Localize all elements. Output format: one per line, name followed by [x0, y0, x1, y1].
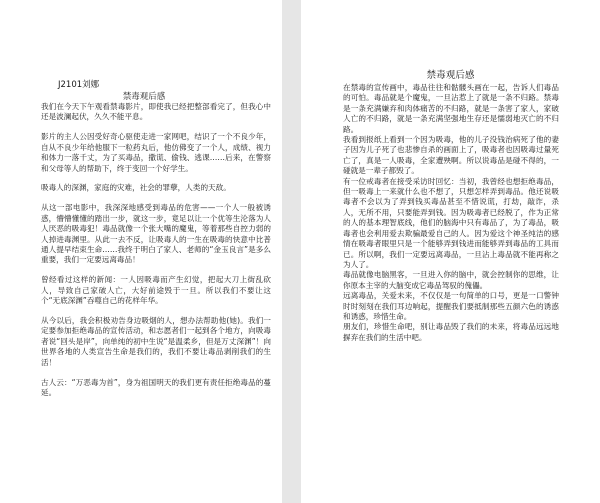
left-page-body [41, 102, 271, 408]
right-paragraph: 毒品就像电脑黑客，一旦进入你的脑中，就会控制你的思维，让你原本主宰的大脑变成它毒品驾驭的傀儡。 [343, 270, 559, 290]
left-paragraph: 从今以后，我会积极劝告身边吸烟的人，想办法帮助他(她)。我们一定要参加拒绝毒品的宣传活动，和志愿者们一起到各个地方，向吸毒者说“回头是岸”，向单纯的初中生说“是温柔乡，但是万丈深渊”！向世界各地的人类宣告生命是我们的，我们不要让毒品剥削我们的生活！ [41, 316, 271, 367]
left-paragraph: 曾经看过这样的新闻：一人因吸毒而产生幻觉，把起大刀上街乱砍人，导致自己家破人亡，大好前途毁于一旦。所以我们不要让这个“无底深渊”吞噬自己的花样年华。 [41, 275, 271, 306]
left-paragraph: 我们在今天下午观看禁毒影片，即使我已经把整部看完了，但我心中还是波澜起伏，久久不能平息。 [41, 102, 271, 122]
right-paragraph: 远离毒品，关爱未来，不仅仅是一句简单的口号，更是一口警钟时时刻刻在我们耳边响起，提醒我们要抵制那些五颜六色的诱惑和诱惑，珍惜生命。 [343, 291, 559, 321]
left-paragraph: 吸毒人的深渊，家庭的灾难，社会的罪孽，人类的天敌。 [41, 183, 231, 193]
left-document-page [0, 0, 282, 503]
right-paragraph: 朋友们，珍惜生命吧，别让毒品毁了我们的未来，将毒品远远地摒弃在我们的生活中吧。 [343, 322, 559, 342]
left-paragraph: 古人云：“万恶毒为首”，身为祖国明天的我们更有责任拒绝毒品的蔓延。 [41, 377, 271, 397]
right-document-page [301, 0, 600, 503]
left-page-title: 禁毒观后感 [122, 92, 166, 102]
right-paragraph: 有一位戒毒者在接受采访时回忆：当初，我曾经也想拒绝毒品，但一吸毒上一来就什么也不想了，只想怎样弄到毒品。他还说吸毒者不会以为了弄到钱买毒品甚至不惜说谎，打劫，敲诈，杀人，无所不用，只要能弄到钱。因为吸毒者已经脱了，作为正常的人的基本理智底线，他们的脑海中只有毒品了，为了毒品，吸毒者也会利用爱去欺骗最爱自己的人。因为爱这个神圣纯洁的感情在吸毒者眼里只是一个能够弄到钱进而能够弄到毒品的工具而已。所以啊，我们一定要远离毒品，一旦沾上毒品就不能再称之为人了。 [343, 176, 559, 269]
right-page-body [343, 83, 559, 343]
left-paragraph: 从这一部电影中，我深深地感受到毒品的危害——一个人一般被诱惑，懵懵懂懂的踏出一步，就这一步，竟足以让一个优等生沦落为人人厌恶的吸毒犯！毒品就像一个张大嘴的魔鬼，等着那些自控力弱的人掉进毒渊里。从此一去不反，让吸毒人的一生在吸毒的快意中比普通人提早结束生命……我终于明白了家人、老师的“金玉良言”是多么重要，我们一定要远离毒品！ [41, 203, 271, 265]
document-author-id: J2101刘娜 [58, 80, 100, 90]
right-paragraph: 我看到报纸上看到一个因为吸毒，他的儿子没钱治病死了他的妻子因为儿子死了也悲惨自杀的画面上了，吸毒者也因吸毒过量死亡了，真是一人吸毒，全家遭殃啊。所以说毒品是碰不得的，一碰就是一辈子都毁了。 [343, 135, 559, 176]
page-gutter [282, 0, 301, 503]
right-paragraph: 在禁毒的宣传画中，毒品往往和骷髅头画在一起，告诉人们毒品的可怕。毒品就是个魔鬼，一旦沾惹上了就是一条不归路。禁毒是一条充满嫌弃和肉体痛苦的不归路，就是一条害了家人，家破人亡的不归路，就是一条充满坚强地生存还是懦弱地灭亡的不归路。 [343, 83, 559, 134]
right-page-title: 禁毒观后感 [426, 70, 475, 81]
left-paragraph: 影片的主人公因受好奇心驱使走进一家网吧，结识了一个不良少年，自从不良少年给他服下一粒药丸后，他仿佛变了一个人，成绩、视力和体力一落千丈，为了买毒品，撒谎、偷钱、逃课……后来，在警察和父母等人的帮助下，终于变回一个好学生。 [41, 132, 271, 173]
